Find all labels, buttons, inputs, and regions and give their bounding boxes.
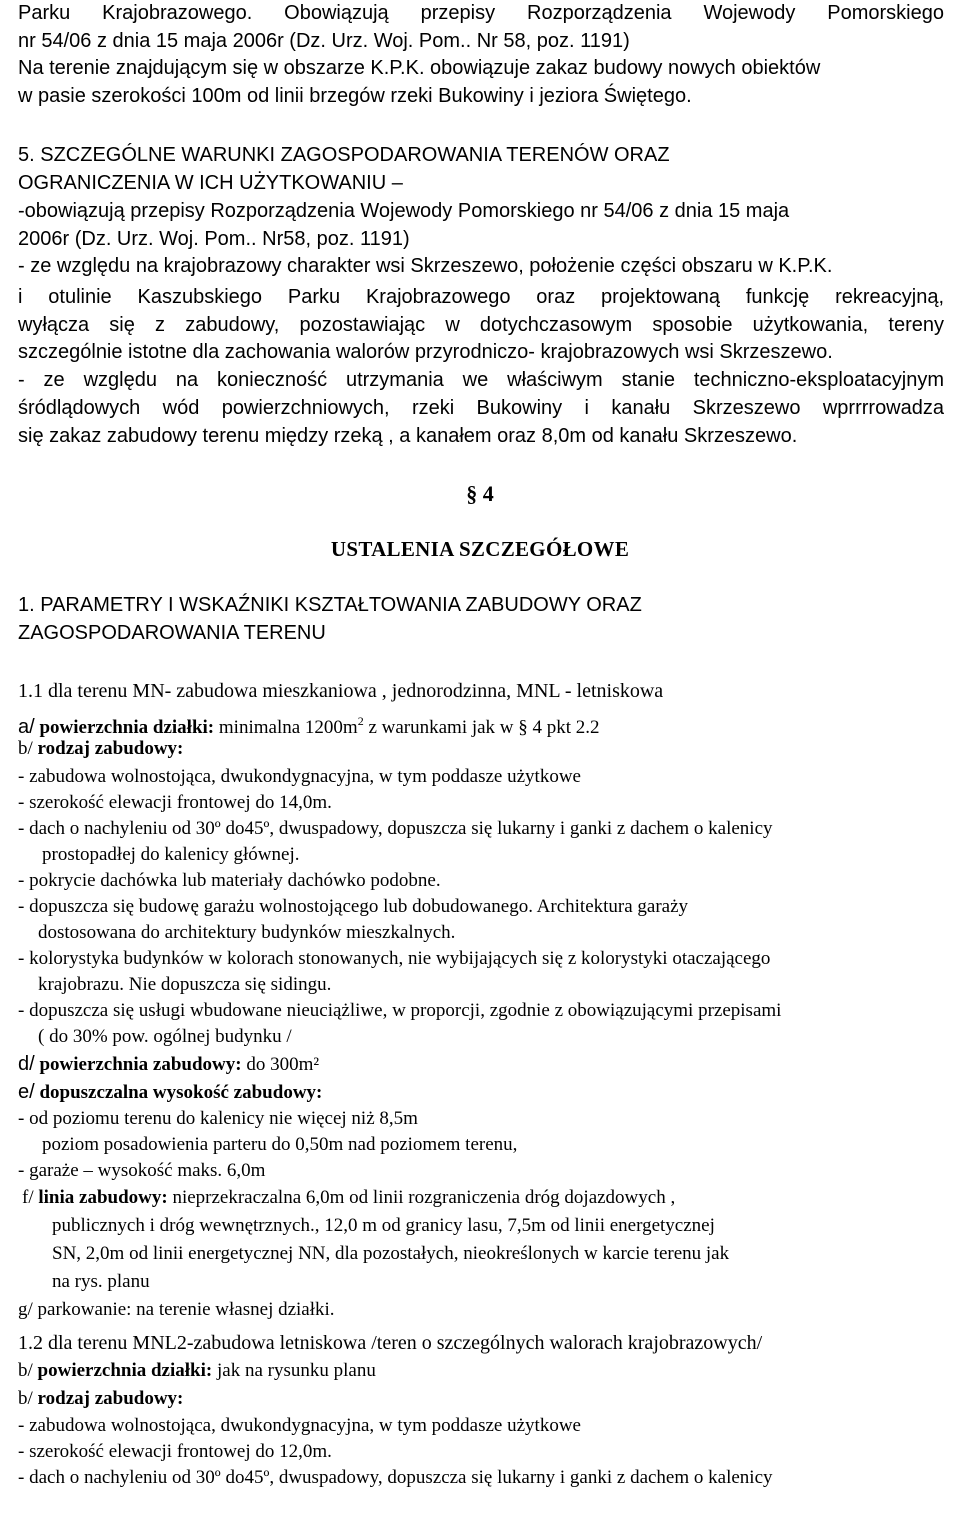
s11-item-b [18,736,183,762]
s11-b-line-7-cont: ( do 30% pow. ogólnej budynku / [38,1026,292,1047]
s11-d-label: powierzchnia zabudowy: [39,1054,242,1075]
section5-heading-1: 5. SZCZEGÓLNE WARUNKI ZAGOSPODAROWANIA TERENÓW ORAZ [18,144,670,166]
s12-b2-letter: b/ [18,1388,33,1409]
section5-line-1: -obowiązują przepisy Rozporządzenia Wojewody Pomorskiego nr 54/06 z dnia 15 maja [18,200,790,222]
s11-d-letter: d/ [18,1053,35,1075]
s12-line-2: - szerokość elewacji frontowej do 12,0m. [18,1441,332,1462]
s11-b-line-3: - dach o nachyleniu od 30º do45º, dwuspadowy, dopuszcza się lukarny i ganki z dachem o kalenicy [18,818,773,839]
s11-f-letter: f/ [22,1187,34,1208]
chapter-title: USTALENIA SZCZEGÓŁOWE [330,537,630,561]
s11-b-letter: b/ [18,738,33,759]
s11-b-line-2: - szerokość elewacji frontowej do 14,0m. [18,792,332,813]
s11-e-letter: e/ [18,1081,35,1103]
s11-item-e [18,1079,322,1106]
section5-line-3: - ze względu na krajobrazowy charakter wsi Skrzeszewo, położenie części obszaru w K.P.K. [18,255,833,277]
top-line-3: Na terenie znajdującym się w obszarze K.P.K. obowiązuje zakaz budowy nowych obiektów [18,57,821,79]
section5-line-9: się zakaz zabudowy terenu między rzeką , a kanałem oraz 8,0m od kanału Skrzeszewo. [18,425,798,447]
s12-b2-label: rodzaj zabudowy: [37,1388,184,1409]
s11-b-line-1: - zabudowa wolnostojąca, dwukondygnacyjna, w tym poddasze użytkowe [18,766,581,787]
s11-f-line-4: na rys. planu [52,1271,150,1292]
s11-a-text: minimalna 1200m [214,717,358,738]
s11-b-line-5: - dopuszcza się budowę garażu wolnostojącego lub dobudowanego. Architektura garaży [18,896,689,917]
paragraph-mark: § 4 [466,481,494,506]
s11-b-line-3-cont: prostopadłej do kalenicy głównej. [42,844,300,865]
section5-line-4: i otulinie Kaszubskiego Parku Krajobrazowego oraz projektowaną funkcję rekreacyjną, [18,286,944,308]
section5-line-8: śródlądowych wód powierzchniowych, rzeki Bukowiny i kanału Skrzeszewo wprrrrowadza [18,397,944,419]
s11-b-label: rodzaj zabudowy: [37,738,184,759]
section5-line-6: szczególnie istotne dla zachowania walorów przyrodniczo- krajobrazowych wsi Skrzeszewo. [18,341,833,363]
top-line-4: w pasie szerokości 100m od linii brzegów rzeki Bukowiny i jeziora Świętego. [18,85,692,107]
s12-line-1: - zabudowa wolnostojąca, dwukondygnacyjna, w tym poddasze użytkowe [18,1415,581,1436]
section5-line-2: 2006r (Dz. Urz. Woj. Pom.. Nr58, poz. 1191) [18,228,410,250]
s11-f-text: nieprzekraczalna 6,0m od linii rozgraniczenia dróg dojazdowych , [167,1187,676,1208]
s11-g-text: parkowanie: na terenie własnej działki. [32,1299,335,1320]
s12-b-label: powierzchnia działki: [37,1360,213,1381]
s11-b-line-7: - dopuszcza się usługi wbudowane nieuciążliwe, w proporcji, zgodnie z obowiązującymi przepisami [18,1000,782,1021]
s11-item-g [18,1297,335,1323]
s12-title: 1.2 dla terenu MNL2-zabudowa letniskowa /teren o szczególnych walorach krajobrazowych/ [18,1332,763,1354]
s12-b-letter: b/ [18,1360,33,1381]
s12-item-b2 [18,1386,183,1412]
s11-f-line-2: publicznych i dróg wewnętrznych., 12,0 m od granicy lasu, 7,5m od linii energetycznej [52,1215,715,1236]
top-line-1: Parku Krajobrazowego. Obowiązują przepisy Rozporządzenia Wojewody Pomorskiego [18,2,944,24]
s11-title: 1.1 dla terenu MN- zabudowa mieszkaniowa , jednorodzinna, MNL - letniskowa [18,680,664,702]
s11-f-line-3: SN, 2,0m od linii energetycznej NN, dla pozostałych, nieokreślonych w karcie terenu jak [52,1243,730,1264]
s12-line-3: - dach o nachyleniu od 30º do45º, dwuspadowy, dopuszcza się lukarny i ganki z dachem o kalenicy [18,1467,773,1488]
s11-item-f [22,1185,675,1211]
s11-e-line-2: - garaże – wysokość maks. 6,0m [18,1160,266,1181]
s11-g-letter: g/ [18,1299,33,1320]
section5-heading-2: OGRANICZENIA W ICH UŻYTKOWANIU – [18,172,403,194]
top-line-2: nr 54/06 z dnia 15 maja 2006r (Dz. Urz. Woj. Pom.. Nr 58, poz. 1191) [18,30,630,52]
s11-e-label: dopuszczalna wysokość zabudowy: [39,1082,323,1103]
s11-f-label: linia zabudowy: [38,1187,168,1208]
section5-line-7: - ze względu na konieczność utrzymania we właściwym stanie techniczno-eksploatacyjnym [18,369,944,391]
s11-b-line-6-cont: krajobrazu. Nie dopuszcza się sidingu. [38,974,332,995]
s11-b-line-5-cont: dostosowana do architektury budynków mieszkalnych. [38,922,456,943]
s12-item-b [18,1358,376,1384]
section5-line-5: wyłącza się z zabudowy, pozostawiając w dotychczasowym sposobie użytkowania, tereny [18,314,944,336]
s11-a-rest: z warunkami jak w § 4 pkt 2.2 [363,717,600,738]
s11-a-sup: 2 [357,714,364,728]
params-heading-2: ZAGOSPODAROWANIA TERENU [18,622,326,644]
params-heading-1: 1. PARAMETRY I WSKAŹNIKI KSZTAŁTOWANIA ZABUDOWY ORAZ [18,594,642,616]
s11-b-line-4: - pokrycie dachówka lub materiały dachówko podobne. [18,870,441,891]
s11-e-line-1: - od poziomu terenu do kalenicy nie więcej niż 8,5m [18,1108,418,1129]
s11-a-label: powierzchnia działki: [39,717,215,738]
s11-item-d [18,1051,319,1078]
s11-a-letter: a/ [18,716,35,738]
s11-b-line-6: - kolorystyka budynków w kolorach stonowanych, nie wybijających się z kolorystyki otaczającego [18,948,771,969]
s11-e-line-1-cont: poziom posadowienia parteru do 0,50m nad poziomem terenu, [42,1134,518,1155]
s11-d-text: do 300m² [241,1054,320,1075]
s12-b-text: jak na rysunku planu [212,1360,376,1381]
